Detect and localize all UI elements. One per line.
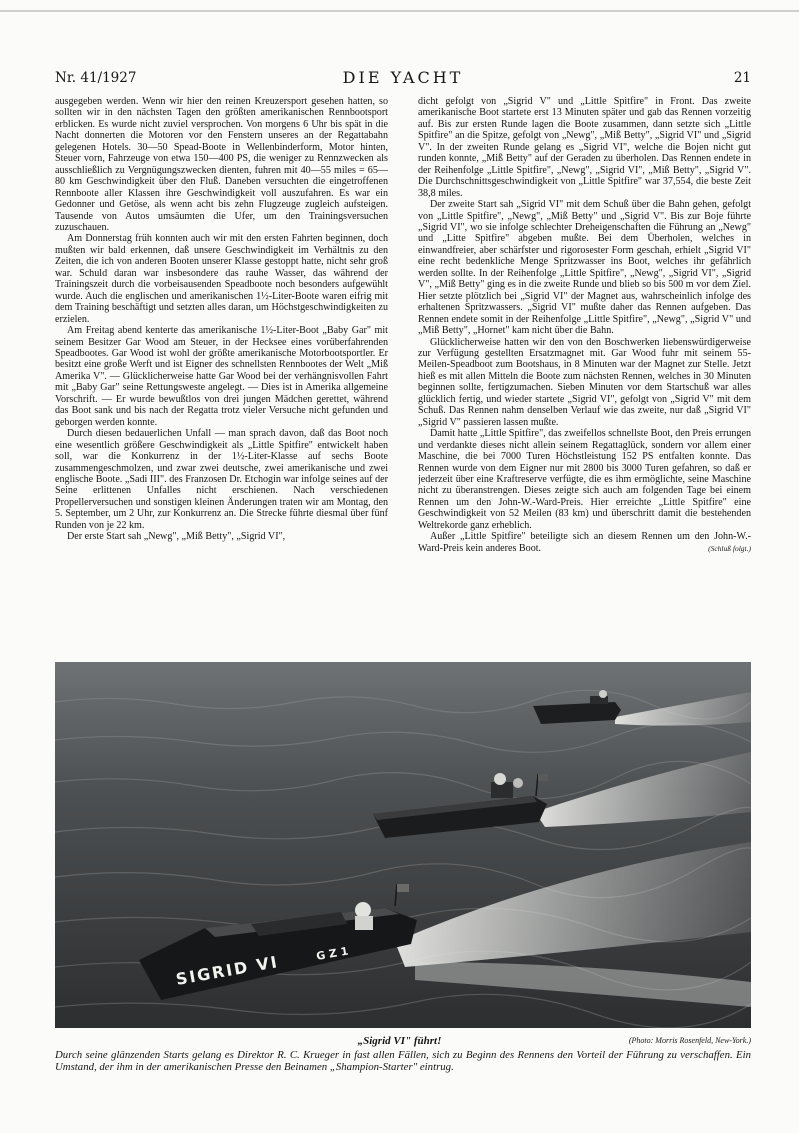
paragraph-text: Außer „Little Spitfire" beteiligte sich an diesem Rennen um den John-W.-Ward-Preis kein anderes Boot. bbox=[418, 531, 751, 554]
continued-note: (Schluß folgt.) bbox=[708, 543, 751, 553]
race-photo bbox=[55, 662, 751, 1028]
scan-edge-line bbox=[0, 10, 799, 12]
paragraph: dicht gefolgt von „Sigrid V" und „Little Spitfire" in Front. Das zweite amerikanische Boot startete erst 13 Minuten später und gab das Rennen vorzeitig auf. Bis zur ersten Runde lagen die Boote zusammen, dann setzte sich „Little Spitfire" an die Spitze, gefolgt von „Newg", „Miß Betty", „Sigrid VI" und „Sigrid V". In der zweiten Runde gelang es „Sigrid VI", welche die Bojen nicht gut runden konnte, „Miß Betty" auf der Geraden zu überholen. Das Rennen endete in der Reihenfolge „Little Spitfire", „Newg", „Sigrid VI", „Miß Betty", „Sigrid V". Die Durchschnittsgeschwindigkeit von „Little Spitfire" war 37,554, die beste Zeit 38,8 miles. bbox=[418, 96, 751, 199]
right-text-column bbox=[418, 96, 751, 656]
caption-text: Durch seine glänzenden Starts gelang es Direktor R. C. Krueger in fast allen Fällen, sich zu Beginn des Rennens den Vorteil der Führung zu verschaffen. Ein Umstand, der ihm in der amerikanischen Presse den Beinamen „Shampion-Starter" eintrug. bbox=[55, 1049, 751, 1074]
left-text-column bbox=[55, 96, 388, 656]
magazine-title: DIE YACHT bbox=[342, 68, 464, 87]
paragraph: Der zweite Start sah „Sigrid VI" mit dem Schuß über die Bahn gehen, gefolgt von „Little Spitfire", „Newg", „Miß Betty" und „Sigrid V". Bis zur Boje führte „Sigrid VI", wo sie infolge schlechter Dreheigenschaften die Führung an „Newg" und „Litte Spitfire" abgeben mußte. Bei dem Überholen, welches in einwandfreier, aber schärfster und rigorosester Form geschah, erhielt „Sigrid VI" eine recht bedenkliche Menge Spritzwasser ins Boot, welches ihr gefährlich werden sollte. In der Reihenfolge „Little Spitfire", „Newg", „Sigrid VI", „Sigrid V", „Miß Betty" ging es in die zweite Runde und blieb so bis 500 m vor dem Ziel. Hier setzte plötzlich bei „Sigrid VI" der Magnet aus, wahrscheinlich infolge des erhaltenen Spritzwassers. „Sigrid VI" mußte daher das Rennen aufgeben. Das Rennen endete somit in der Reihenfolge „Little Spitfire", „Newg", „Sigrid V" und „Miß Betty", „Hornet" kam nicht über die Bahn. bbox=[418, 199, 751, 337]
photo-credit: (Photo: Morris Rosenfeld, New-York.) bbox=[628, 1036, 751, 1045]
paragraph: Damit hatte „Little Spitfire", das zweifellos schnellste Boot, den Preis errungen und verdankte dieses nicht allein seinem Regattaglück, sondern vor allem einer Maschine, die bei 7000 Turen Höchstleistung 152 PS entfalten konnte. Das Rennen wurde von dem Eigner nur mit 2800 bis 3000 Turen gefahren, so daß er jederzeit über eine Kraftreserve verfügte, die es ihm ermöglichte, seine Maschine nicht zu überanstrengen. Dieses zeigte sich auch am folgenden Tage bei einem Rennen um den John-W.-Ward-Preis. Hier erreichte „Little Spitfire" eine Geschwindigkeit von 52 Meilen (83 km) und überschritt damit die bestehenden Weltrekorde ganz erheblich. bbox=[418, 428, 751, 531]
issue-number: Nr. 41/1927 bbox=[55, 70, 137, 86]
paragraph: Am Freitag abend kenterte das amerikanische 1½-Liter-Boot „Baby Gar" mit seinem Besitzer Gar Wood am Steuer, in der Hecksee eines vorüberfahrenden Speadbootes. Gar Wood ist wohl der größte amerikanische Motorbootsportler. Er besitzt eine große Werft und ist Eigner des schnellsten Rennbootes der Welt „Miß Amerika V". — Glücklicherweise hatte Gar Wood bei der verhängnisvollen Fahrt mit „Baby Gar" seine Rettungsweste angelegt. — Dies ist in Amerika allgemeine Vorschrift. — Er wurde bewußtlos von drei jungen Mädchen gerettet, während das Boot sank und bis nach der Regatta trotz vieler Versuche nicht gefunden und geborgen werden konnte. bbox=[55, 325, 388, 428]
race-photo-illustration bbox=[55, 662, 751, 1028]
paragraph: Durch diesen bedauerlichen Unfall — man sprach davon, daß das Boot noch eine wesentlich größere Geschwindigkeit als „Little Spitfire" entwickelt haben soll, war die Konkurrenz in der 1½-Liter-Klasse auf sechs Boote zusammengeschmolzen, und zwar zwei deutsche, zwei amerikanische und zwei englische Boote. „Sadi III". des Franzosen Dr. Etchogin war infolge seines auf der Seine erlittenen Unfalles nicht erschienen. Nach verschiedenen Propellerversuchen und sonstigen kleinen Änderungen traten wir am Montag, den 5. September, um 2 Uhr, zur Konkurrenz an. Die Strecke führte diesmal über fünf Runden von je 22 km. bbox=[55, 428, 388, 531]
caption-title: „Sigrid VI" führt! bbox=[357, 1035, 442, 1047]
paragraph: Am Donnerstag früh konnten auch wir mit den ersten Fahrten beginnen, doch mußten wir bald erkennen, daß unsere Geschwindigkeit im Verhältnis zu den Zeiten, die ich von anderen Booten unserer Klasse gestoppt hatte, nicht sehr groß war. Schuld daran war insbesondere das rauhe Wasser, das während der Trainingszeit durch die vorbeisausenden Speadboote noch besonders aufgewühlt wurde. Auch die englischen und amerikanischen 1½-Liter-Boote waren eifrig mit dem Training beschäftigt und setzten alles daran, um Höchstgeschwindigkeiten zu erzielen. bbox=[55, 233, 388, 325]
page-number: 21 bbox=[733, 70, 751, 86]
paragraph: ausgegeben werden. Wenn wir hier den reinen Kreuzersport gesehen hatten, so sollten wir in den nächsten Tagen den größten amerikanischen Rennbootsport erblicken. Es wurde nicht zuviel versprochen. Von morgens 6 Uhr bis spät in die Nacht donnerten die Motoren vor den Fenstern unseres an der Regattabahn gelegenen Hotels. 30—50 Spead-Boote in Wellenbinderform, Motor hinten, Steuer vorn, Fahrzeuge von etwa 150—400 PS, die weniger zu Rennzwecken als ausschließlich zu Vergnügungszwecken dienten, fuhren mit 40—55 miles = 65—80 km Geschwindigkeit über den Fluß. Daneben versuchten die eingetroffenen Rennboote aller Klassen ihre Geschwindigkeit voll auszufahren. Es war ein Gedonner und Getöse, als wenn acht bis zehn Flugzeuge zugleich aufsteigen. Tausende von Autos umsäumten die Ufer, um den Trainingsversuchen zuzuschauen. bbox=[55, 96, 388, 233]
boat-number-lettering: G Z 1 bbox=[315, 944, 350, 963]
paragraph: Glücklicherweise hatten wir den von den Boschwerken liebenswürdigerweise zur Verfügung gestellten Ersatzmagnet mit. Gar Wood fuhr mit seinem 55-Meilen-Speadboot zum Bootshaus, in 8 Minuten war der Magnet zur Stelle. Jetzt hieß es mit allen Mitteln die Boote zum nächsten Rennen, welches in 30 Minuten beginnen sollte, fertigzumachen. Sieben Minuten vor dem Startschuß war alles glücklich fertig, und wieder startete „Sigrid VI", gefolgt von „Sigrid V" mit dem Schuß. Das Rennen nahm denselben Verlauf wie das zweite, nur daß „Sigrid VI" „Sigrid V" passieren lassen mußte. bbox=[418, 336, 751, 428]
paragraph: Der erste Start sah „Newg", „Miß Betty", „Sigrid VI", bbox=[67, 531, 286, 543]
paragraph bbox=[418, 531, 751, 554]
running-header bbox=[55, 68, 751, 90]
boat-name-lettering: SIGRID VI bbox=[174, 952, 281, 989]
